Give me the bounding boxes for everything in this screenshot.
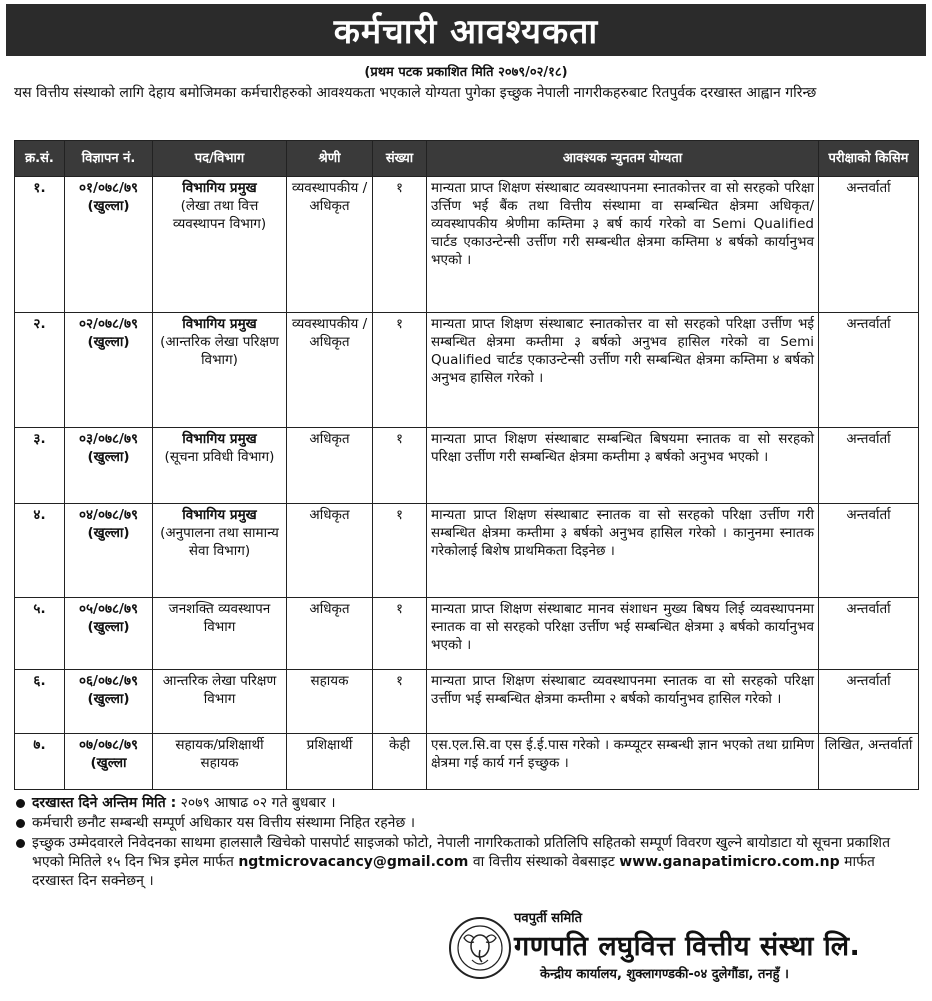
row-count: १ <box>373 428 427 504</box>
post-dept: सहायक/प्रशिक्षार्थी सहायक <box>175 737 264 771</box>
row-post <box>153 670 287 734</box>
ad-number: ०२/०७८/७९ <box>78 316 138 332</box>
row-exam: अन्तर्वार्ता <box>819 670 919 734</box>
organization-address: केन्द्रीय कार्यालय, शुक्लागण्डकी-०४ दुलेगौंडा, तनहुँ । <box>540 967 789 982</box>
post-title: विभागिय प्रमुख <box>182 431 257 447</box>
table-row <box>15 428 919 504</box>
ad-number: ०१/०७८/७९ <box>78 180 138 196</box>
row-post <box>153 598 287 670</box>
bullet-icon <box>16 819 25 828</box>
footer-signature <box>440 908 920 998</box>
apply-text-1: इच्छुक उम्मेदवारले निवेदनका साथमा हालसालै खिचेको पासपोर्ट साइजको फोटो, नेपाली नागरिकताको प्रतिलिपि सहितको सम्पूर्ण विवरण खुल्ने बायोडाटा यो सूचना प्रकाशित भएको मितिले १५ दिन भित्र इमेल मार्फत <box>32 835 891 870</box>
row-post <box>153 428 287 504</box>
note-deadline <box>14 794 920 813</box>
table-row <box>15 504 919 598</box>
row-qualification: मान्यता प्राप्त शिक्षण संस्थाबाट व्यवस्थापनमा स्नातकोत्तर वा सो सरहको परिक्षा उर्त्तिण भई बैंक तथा वित्तीय संस्थामा वा सम्बन्धित क्षेत्रमा अधिकृत/व्यवस्थापकीय श्रेणीमा कम्तिमा ३ बर्ष कार्य गरेको वा Semi Qualified चार्टड एकाउन्टेन्सी उर्त्तीण गरी सम्बन्धीत क्षेत्रमा कम्तिमा ४ बर्षको कार्यानुभव भएको । <box>427 177 819 313</box>
rights-text: कर्मचारी छनौट सम्बन्धी सम्पूर्ण अधिकार यस वित्तीय संस्थामा निहित रहनेछ । <box>32 815 416 831</box>
table-row <box>15 313 919 428</box>
deadline-label: दरखास्त दिने अन्तिम मिति : <box>32 795 177 811</box>
row-qualification: मान्यता प्राप्त शिक्षण संस्थाबाट सम्बन्धित बिषयमा स्नातक वा सो सरहको परिक्षा उर्त्तीण गरी सम्बन्धित क्षेत्रमा कम्तीमा ३ बर्षको अनुभव भएको । <box>427 428 819 504</box>
post-dept: जनशक्ति व्यवस्थापन विभाग <box>168 601 271 635</box>
organization-name: गणपति लघुवित्त वित्तीय संस्था लि. <box>514 931 861 962</box>
row-level: व्यवस्थापकीय /अधिकृत <box>287 177 373 313</box>
ad-number: ०६/०७८/७९ <box>78 673 138 689</box>
bullet-icon <box>16 839 25 848</box>
row-sn: १. <box>15 177 65 313</box>
ad-number: ०३/०७८/७९ <box>78 431 138 447</box>
ad-type: (खुल्ला) <box>87 334 130 350</box>
post-title: विभागिय प्रमुख <box>182 507 257 523</box>
notes-section <box>14 794 920 892</box>
row-count: १ <box>373 598 427 670</box>
row-level: व्यवस्थापकीय /अधिकृत <box>287 313 373 428</box>
website-link[interactable]: www.ganapatimicro.com.np <box>619 854 840 870</box>
ad-type: (खुल्ला) <box>87 525 130 541</box>
post-title: विभागिय प्रमुख <box>182 180 257 196</box>
row-exam: अन्तर्वार्ता <box>819 428 919 504</box>
ganesh-seal-icon <box>448 916 512 980</box>
ad-number: ०७/०७८/७९ <box>78 737 138 753</box>
header-post: पद/विभाग <box>153 141 287 177</box>
row-post <box>153 504 287 598</box>
row-exam: अन्तर्वार्ता <box>819 598 919 670</box>
notice-title: कर्मचारी आवश्यकता <box>6 4 926 56</box>
post-dept: (अनुपालना तथा सामान्य सेवा विभाग) <box>160 525 279 559</box>
row-level: अधिकृत <box>287 598 373 670</box>
post-dept: (सूचना प्रविधी विभाग) <box>164 449 275 465</box>
row-post <box>153 734 287 790</box>
row-post <box>153 313 287 428</box>
table-row <box>15 734 919 790</box>
row-exam: अन्तर्वार्ता <box>819 313 919 428</box>
row-ad-no <box>65 428 153 504</box>
row-qualification: एस.एल.सि.वा एस ई.ई.पास गरेको । कम्प्यूटर सम्बन्धी ज्ञान भएको तथा ग्रामिण क्षेत्रमा गई कार्य गर्न इच्छुक । <box>427 734 819 790</box>
row-exam: अन्तर्वार्ता <box>819 504 919 598</box>
row-level: अधिकृत <box>287 504 373 598</box>
row-sn: ७. <box>15 734 65 790</box>
header-count: संख्या <box>373 141 427 177</box>
patron-text: पवपुर्ती समिति <box>514 911 583 926</box>
ad-number: ०५/०७८/७९ <box>78 601 138 617</box>
header-exam: परीक्षाको किसिम <box>819 141 919 177</box>
table-row <box>15 177 919 313</box>
note-rights <box>14 814 920 833</box>
row-sn: २. <box>15 313 65 428</box>
apply-text-3: मार्फत दरखास्त दिन सक्नेछन् । <box>32 854 875 889</box>
row-ad-no <box>65 504 153 598</box>
ad-type: (खुल्ला) <box>87 198 130 214</box>
row-qualification: मान्यता प्राप्त शिक्षण संस्थाबाट स्नातकोत्तर वा सो सरहको परिक्षा उर्त्तीण भई सम्बन्धित क्षेत्रमा कम्तीमा ३ बर्षको अनुभव हासिल गरेको वा Semi Qualified चार्टड एकाउन्टेन्सी उर्त्तीण गरी सम्बन्धित क्षेत्रमा कम्तिमा ४ बर्षको अनुभव हासिल गरेको । <box>427 313 819 428</box>
row-count: १ <box>373 313 427 428</box>
row-exam: अन्तर्वार्ता <box>819 177 919 313</box>
row-qualification: मान्यता प्राप्त शिक्षण संस्थाबाट मानव संशाधन मुख्य बिषय लिई व्यवस्थापनमा स्नातक वा सो सरहको परिक्षा उर्त्तीण भई सम्बन्धित क्षेत्रमा ३ बर्षको कार्यानुभव भएको । <box>427 598 819 670</box>
row-ad-no <box>65 598 153 670</box>
row-sn: ३. <box>15 428 65 504</box>
post-title: विभागिय प्रमुख <box>182 316 257 332</box>
row-count: केही <box>373 734 427 790</box>
row-level: सहायक <box>287 670 373 734</box>
row-count: १ <box>373 177 427 313</box>
row-level: प्रशिक्षार्थी <box>287 734 373 790</box>
row-exam: लिखित, अन्तर्वार्ता <box>819 734 919 790</box>
note-apply <box>14 834 920 891</box>
ad-type: (खुल्ला) <box>87 691 130 707</box>
row-level: अधिकृत <box>287 428 373 504</box>
row-qualification: मान्यता प्राप्त शिक्षण संस्थाबाट व्यवस्थापनमा स्नातक वा सो सरहको परिक्षा उर्त्तीण भई सम्बन्धित क्षेत्रमा कम्तीमा २ बर्षको कार्यानुभव हासिल गरेको । <box>427 670 819 734</box>
ad-number: ०४/०७८/७९ <box>78 507 138 523</box>
table-row <box>15 598 919 670</box>
table-row <box>15 670 919 734</box>
row-sn: ६. <box>15 670 65 734</box>
ad-type: (खुल्ला) <box>87 619 130 635</box>
row-ad-no <box>65 313 153 428</box>
header-level: श्रेणी <box>287 141 373 177</box>
header-qualification: आवश्यक न्युनतम योग्यता <box>427 141 819 177</box>
apply-text-2: वा वित्तीय संस्थाको वेबसाइट <box>472 854 615 870</box>
post-dept: (आन्तरिक लेखा परिक्षण विभाग) <box>160 334 279 368</box>
row-post <box>153 177 287 313</box>
row-count: १ <box>373 670 427 734</box>
row-ad-no <box>65 734 153 790</box>
deadline-value: २०७९ आषाढ ०२ गते बुधबार । <box>176 795 336 811</box>
row-ad-no <box>65 670 153 734</box>
email-link[interactable]: ngtmicrovacancy@gmail.com <box>238 854 469 870</box>
first-published-date: (प्रथम पटक प्रकाशित मिति २०७९/०२/१८) <box>364 65 568 80</box>
row-sn: ४. <box>15 504 65 598</box>
intro-text: यस वित्तीय संस्थाको लागि देहाय बमोजिमका कर्मचारीहरुको आवश्यकता भएकाले योग्यता पुगेका इच्छुक नेपाली नागरीकहरुबाट रितपुर्वक दरखास्त आह्वान गरिन्छ <box>14 85 817 101</box>
vacancy-table <box>14 140 919 790</box>
table-header-row <box>15 141 919 177</box>
post-dept: (लेखा तथा वित्त व्यवस्थापन विभाग) <box>172 198 267 232</box>
row-sn: ५. <box>15 598 65 670</box>
ad-type: (खुल्ला <box>90 755 127 771</box>
post-dept: आन्तरिक लेखा परिक्षण विभाग <box>162 673 277 707</box>
ad-type: (खुल्ला) <box>87 449 130 465</box>
header-ad-no: विज्ञापन नं. <box>65 141 153 177</box>
row-count: १ <box>373 504 427 598</box>
header-sn: क्र.सं. <box>15 141 65 177</box>
row-qualification: मान्यता प्राप्त शिक्षण संस्थाबाट स्नातक वा सो सरहको परिक्षा उर्त्तीण गरी सम्बन्धित क्षेत्रमा कम्तीमा ३ बर्षको अनुभव हासिल गरेको । कानुनमा स्नातक गरेकोलाई बिशेष प्राथमिकता दिइनेछ । <box>427 504 819 598</box>
row-ad-no <box>65 177 153 313</box>
bullet-icon <box>16 799 25 808</box>
